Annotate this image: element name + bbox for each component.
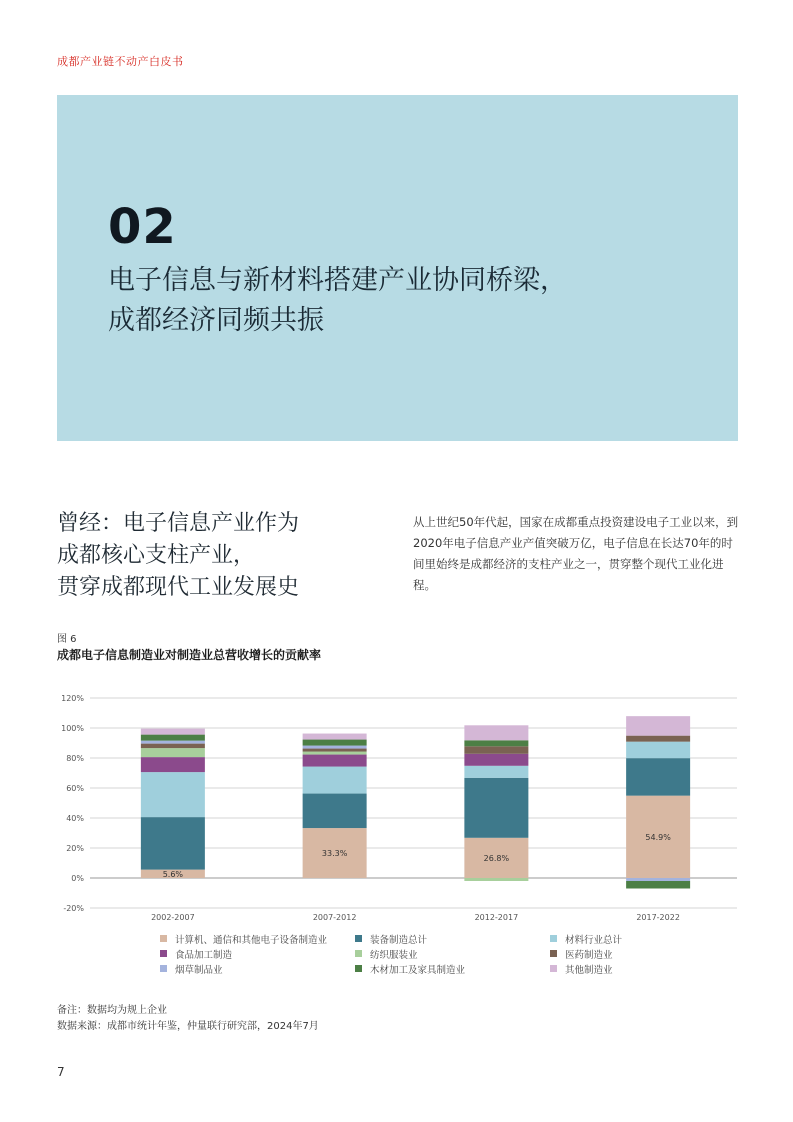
bar-segment xyxy=(464,778,528,838)
bar-segment xyxy=(464,754,528,766)
x-tick-label: 2002-2007 xyxy=(151,913,195,922)
bar-segment xyxy=(141,772,205,817)
bar-segment xyxy=(303,740,367,746)
legend-item xyxy=(550,962,690,975)
bar-segment xyxy=(303,734,367,740)
bar-segment xyxy=(303,746,367,749)
figure-label: 图 6 xyxy=(57,634,77,645)
y-tick-label: 80% xyxy=(66,754,84,763)
bar-segment xyxy=(141,729,205,735)
section-body-text: 从上世纪50年代起，国家在成都重点投资建设电子工业以来，到2020年电子信息产业产值突破万亿，电子信息在长达70年的时间里始终是成都经济的支柱产业之一，贯穿整个现代工业化进程。 xyxy=(413,515,739,592)
legend-swatch xyxy=(355,965,362,972)
page-number: 7 xyxy=(57,1065,65,1079)
figure-notes xyxy=(57,1003,319,1035)
chapter-hero-banner xyxy=(57,95,738,441)
y-tick-label: 60% xyxy=(66,784,84,793)
y-tick-label: 0% xyxy=(71,874,84,883)
bar-segment xyxy=(141,735,205,741)
legend-label: 纺织服装业 xyxy=(370,949,418,961)
y-tick-label: -20% xyxy=(63,904,84,913)
legend-item xyxy=(355,962,550,975)
legend-swatch xyxy=(355,950,362,957)
bar-segment xyxy=(141,757,205,772)
bar-data-label: 26.8% xyxy=(483,853,510,863)
source-note: 数据来源：成都市统计年鉴，仲量联行研究部，2024年7月 xyxy=(57,1021,319,1032)
figure-title: 成都电子信息制造业对制造业总营收增长的贡献率 xyxy=(57,648,322,662)
x-tick-label: 2012-2017 xyxy=(474,913,519,922)
bar-segment xyxy=(626,881,690,889)
y-tick-label: 120% xyxy=(61,694,84,703)
remark-note: 备注：数据均为规上企业 xyxy=(57,1005,167,1016)
bar-segment xyxy=(464,725,528,740)
bar-segment xyxy=(141,748,205,757)
bar-data-label: 33.3% xyxy=(321,849,348,859)
y-tick-label: 40% xyxy=(66,814,84,823)
bar-segment xyxy=(626,878,690,881)
chart-legend xyxy=(160,932,680,975)
legend-swatch xyxy=(550,965,557,972)
bar-segment xyxy=(141,744,205,749)
bar-segment xyxy=(303,755,367,767)
legend-swatch xyxy=(160,950,167,957)
bar-segment xyxy=(303,794,367,829)
bar-data-label: 5.6% xyxy=(162,869,184,879)
legend-item xyxy=(160,962,355,975)
bar-segment xyxy=(464,740,528,746)
bar-segment xyxy=(626,758,690,796)
legend-label: 材料行业总计 xyxy=(565,934,623,946)
legend-item xyxy=(355,947,550,960)
bar-segment xyxy=(141,741,205,744)
legend-label: 木材加工及家具制造业 xyxy=(370,964,466,976)
section-heading: 曾经：电子信息产业作为 成都核心支柱产业， 贯穿成都现代工业发展史 xyxy=(57,511,300,600)
legend-item xyxy=(160,932,355,945)
bar-segment xyxy=(464,878,528,881)
bar-segment xyxy=(464,766,528,778)
bar-segment xyxy=(464,746,528,754)
legend-label: 其他制造业 xyxy=(565,964,613,976)
bar-segment xyxy=(626,742,690,759)
legend-swatch xyxy=(160,965,167,972)
legend-swatch xyxy=(550,935,557,942)
bar-segment xyxy=(626,716,690,736)
bar-segment xyxy=(303,752,367,755)
legend-item xyxy=(160,947,355,960)
legend-label: 装备制造总计 xyxy=(370,934,428,946)
y-tick-label: 100% xyxy=(61,724,84,733)
bar-segment xyxy=(141,817,205,870)
legend-label: 食品加工制造 xyxy=(175,949,233,961)
legend-label: 烟草制品业 xyxy=(175,964,223,976)
x-tick-label: 2007-2012 xyxy=(312,913,357,922)
bar-segment xyxy=(303,767,367,794)
document-header-title: 成都产业链不动产白皮书 xyxy=(57,55,184,68)
legend-label: 计算机、通信和其他电子设备制造业 xyxy=(175,934,328,946)
bar-data-label: 54.9% xyxy=(645,832,671,842)
bar-segment xyxy=(626,736,690,742)
legend-swatch xyxy=(160,935,167,942)
y-tick-label: 20% xyxy=(66,844,84,853)
legend-swatch xyxy=(550,950,557,957)
legend-item xyxy=(550,947,690,960)
chapter-number: 02 xyxy=(108,199,177,255)
stacked-bar-chart xyxy=(57,688,739,924)
bar-segment xyxy=(303,749,367,752)
x-tick-label: 2017-2022 xyxy=(636,913,680,922)
chapter-title: 电子信息与新材料搭建产业协同桥梁， 成都经济同频共振 xyxy=(108,265,567,336)
legend-label: 医药制造业 xyxy=(565,949,613,961)
legend-item xyxy=(355,932,550,945)
legend-item xyxy=(550,932,690,945)
legend-swatch xyxy=(355,935,362,942)
